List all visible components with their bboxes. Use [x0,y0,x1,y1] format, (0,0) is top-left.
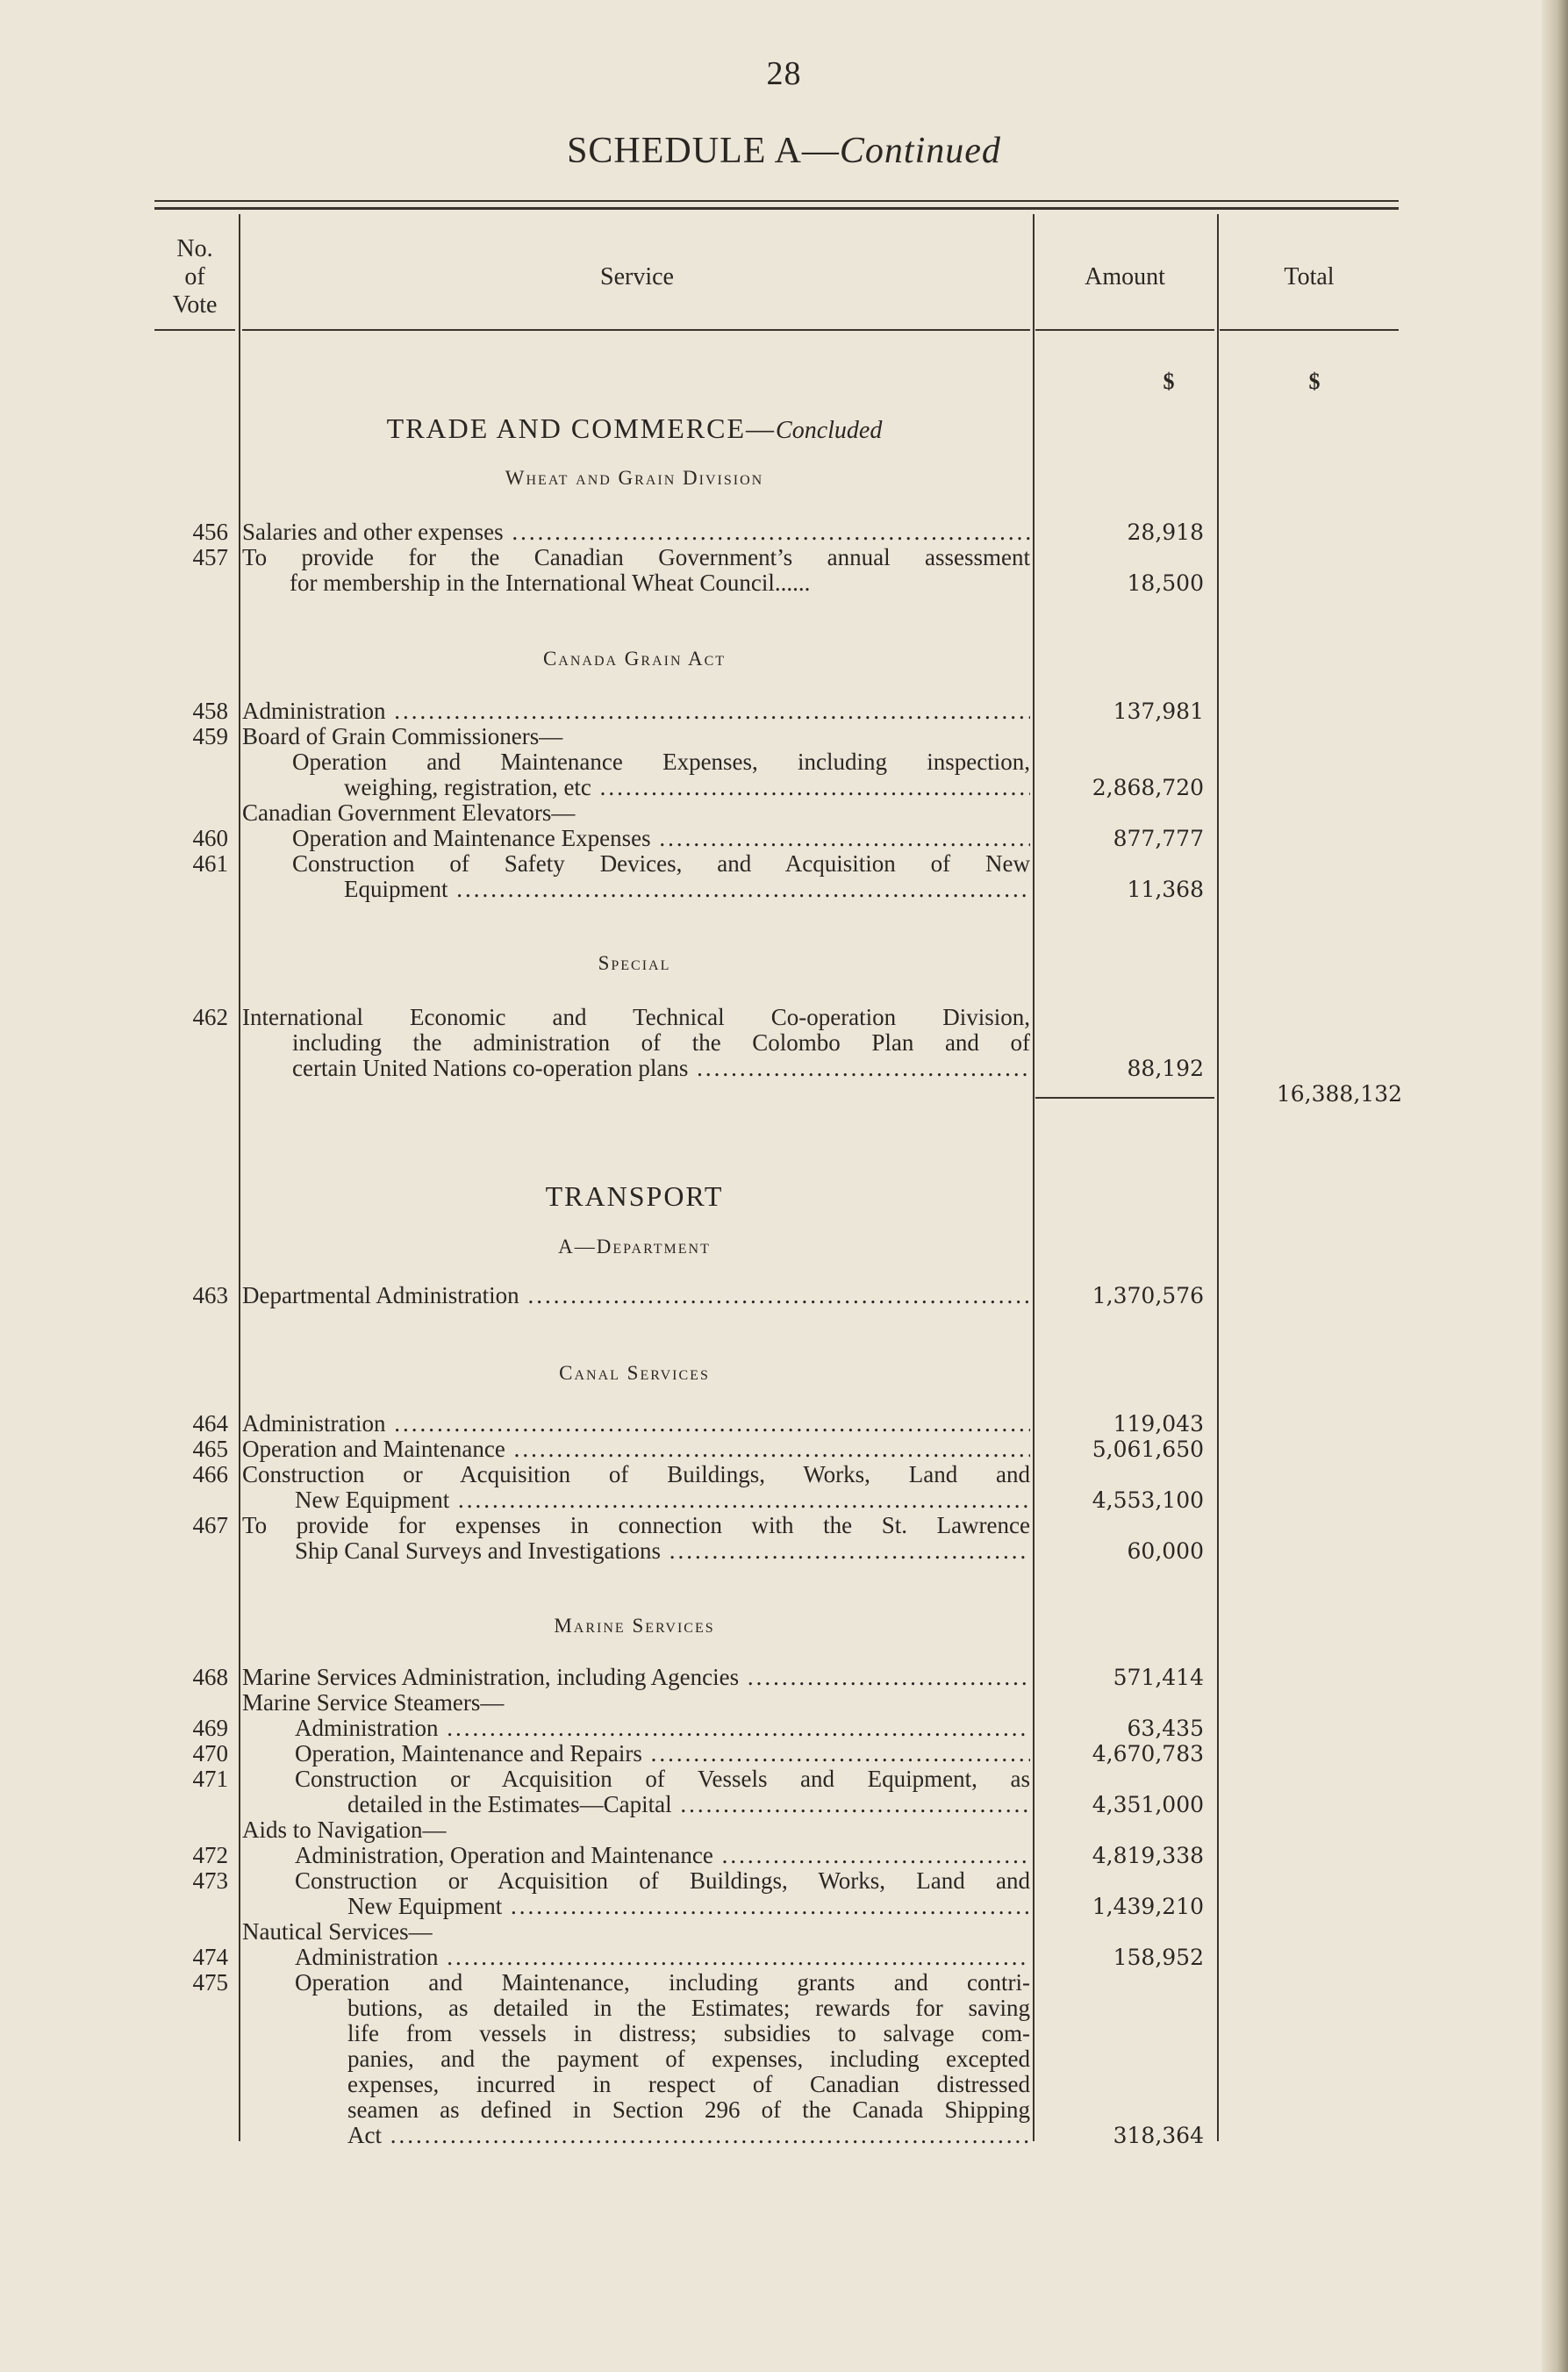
page-number: 28 [766,55,802,92]
top-rule-thick [154,207,1399,210]
header-total: Total [1284,263,1335,290]
column-divider-vote [239,214,240,2141]
subsection-department: A—Department [558,1236,711,1258]
total-currency: $ [1308,369,1321,394]
document-page: 28 SCHEDULE A—Continued No. of Vote Service Amount Total $ $ TRADE AND COMMERCE—Concluded Wheat and Grain Division 456 Salaries and other expenses ..... 28,918 457 To provide for the Canadian Government’s annual assessment for membership in the International Wheat Council...... 18,500 Canada Grain Act 458 Administration ..... 137,981 459 Board of Grain Commissioners— Operation and Maintenance Expenses, including inspection, weighing, registration, etc ..... 2,868,720 Canadian Government Elevators— 460 Operation and Maintenance Expenses ..... 877,777 461 Construction of Safety Devices, and Acquisition of New Equipment ..... 11,368 Special 462 International Economic and Technical Co-operation Division, including the administration of the Colombo Plan and of certain United Nations co-operation plans ..... 88,192 16,388,132 TRANSPORT A—Department 463 Departmental Administration ..... 1,370,576 Canal Services 464 Administration ..... 119,043 465 Operation and Maintenance ..... 5,061,650 466 Construction or Acquisition of Buildings, Works, Land and New Equipment ..... 4,553,100 467 To provide for expenses in connection with the St. Lawrence Ship Canal Surveys and Investigations ..... 60,000 Marine Services 468 Marine Services Administration, including Agencies ..... 571,414 Marine Service Steamers— 469 Administration ..... 63,435 470 Operation, Maintenance and Repairs ..... 4,670,783 471 Construction or Acquisition of Vessels and Equipment, as detailed in the Estimates—Capital ..... 4,351,000 Aids to Navigation— 472 Administration, Operation and Maintenance ..... 4,819,338 473 Construction or Acquisition of Buildings, Works, Land and New Equipment ..... 1,439,210 Nautical Services— 474 Administration ..... 158,952 475 Operation and Maintenance, including grants and contri- butions, as detailed in the Estimates; rewards for saving life from vessels in distress; subsidies to salvage com- panies, and the payment of expenses, including excepted expenses, incurred in respect of Canadian distressed seamen as defined in Section 296 of the Canada Shipping Act ..... 318,364 [0,0,1568,2372]
subsection-special: Special [598,952,671,974]
header-vote: No. of Vote [172,235,218,319]
section-trade-and-commerce: TRADE AND COMMERCE—Concluded [386,412,883,444]
page-edge-shadow [1542,0,1568,2372]
header-rule-total [1220,329,1399,331]
subsection-wheat-grain: Wheat and Grain Division [505,467,764,489]
header-amount: Amount [1085,263,1165,290]
column-divider-amount [1217,214,1219,2141]
amount-currency: $ [1163,369,1175,394]
top-rule-thin [154,200,1399,202]
header-service: Service [600,263,674,290]
trade-total: 16,388,132 [1276,1081,1402,1107]
section-transport: TRANSPORT [545,1180,724,1212]
subsection-canal-services: Canal Services [559,1362,710,1384]
subsection-canada-grain-act: Canada Grain Act [542,648,727,670]
column-divider-service [1033,214,1035,2141]
subtotal-rule [1035,1097,1214,1099]
subsection-marine-services: Marine Services [554,1615,715,1637]
header-rule-vote [154,329,235,331]
page-title: SCHEDULE A—Continued [567,131,1001,171]
header-rule-amount [1035,329,1214,331]
header-rule-service [242,329,1030,331]
